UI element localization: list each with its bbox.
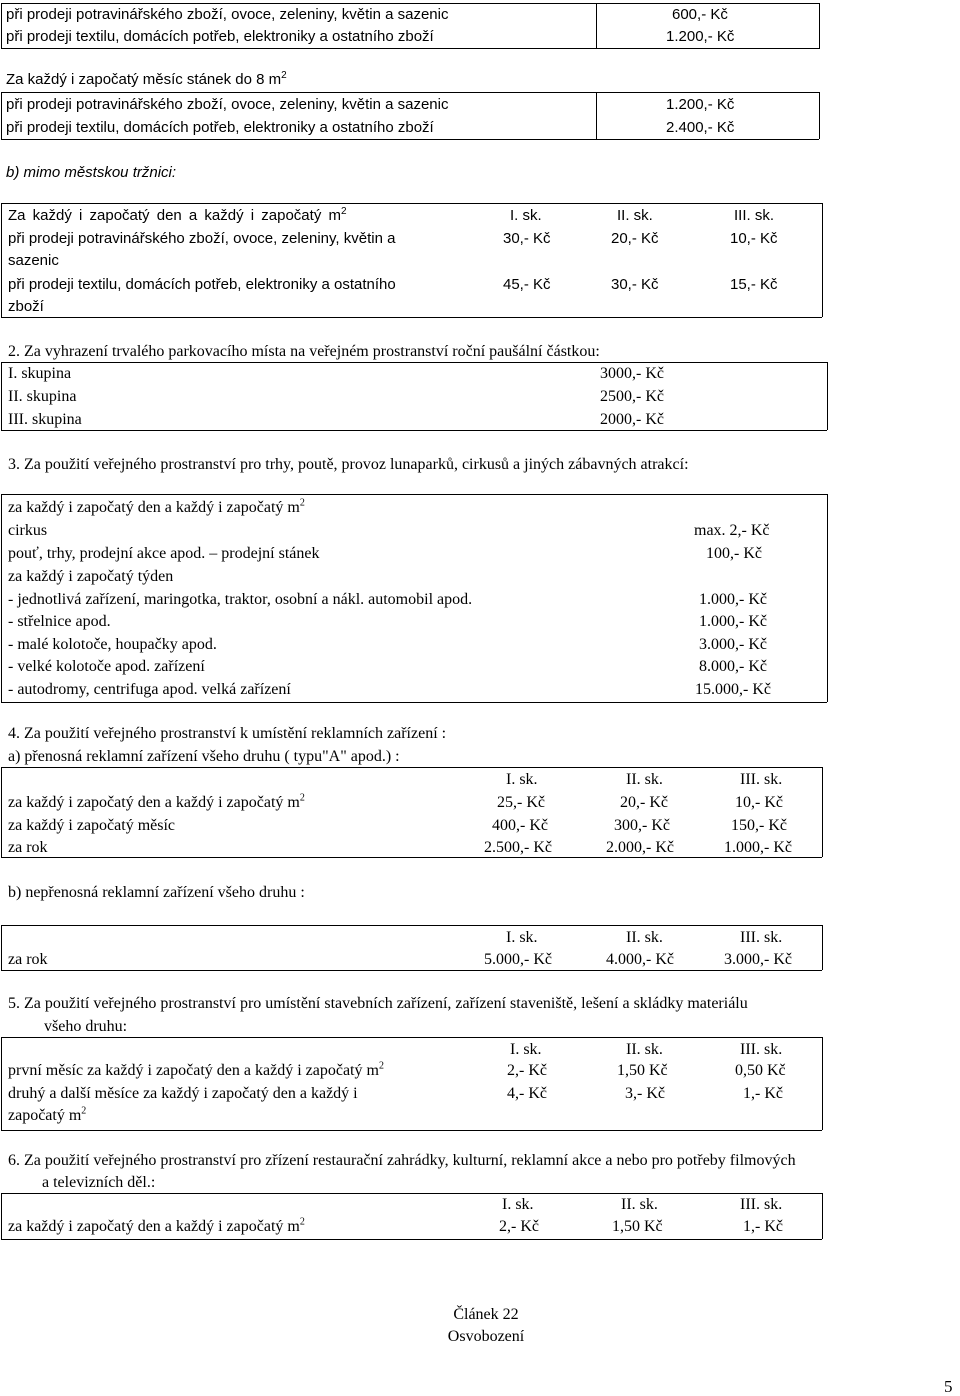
row-label: - malé kolotoče, houpačky apod. xyxy=(8,636,217,653)
row-label: při prodeji textilu, domácích potřeb, elektroniky a ostatního zboží xyxy=(6,119,434,136)
row-value: 3.000,- Kč xyxy=(699,636,767,653)
row-value: 1.000,- Kč xyxy=(699,591,767,608)
sub-heading: a) přenosná reklamní zařízení všeho druhu ( typu"A" apod.) : xyxy=(8,748,400,765)
article-title: Článek 22 xyxy=(453,1306,519,1323)
row-label: při prodeji textilu, domácích potřeb, elektroniky a ostatního xyxy=(8,276,396,293)
cell-value: 30,- Kč xyxy=(503,230,551,247)
col-head: II. sk. xyxy=(621,1196,658,1213)
col-head: I. sk. xyxy=(506,771,538,788)
row-value: 8.000,- Kč xyxy=(699,658,767,675)
row-label: II. skupina xyxy=(8,388,77,405)
section-heading: 5. Za použití veřejného prostranství pro umístění stavebních zařízení, zařízení staveniště, lešení a skládky materiálu xyxy=(8,995,748,1012)
cell-value: 30,- Kč xyxy=(611,276,659,293)
cell-value: 2.000,- Kč xyxy=(606,839,674,856)
col-head: III. sk. xyxy=(734,207,775,224)
row-value: 1.000,- Kč xyxy=(699,613,767,630)
cell-value: 10,- Kč xyxy=(730,230,778,247)
section-heading-cont: všeho druhu: xyxy=(44,1018,128,1035)
row-label: první měsíc za každý i započatý den a každý i započatý $m^2$ xyxy=(8,1060,384,1079)
row-value: 2500,- Kč xyxy=(600,388,664,405)
row-label: I. skupina xyxy=(8,365,72,382)
row-label: za každý i započatý den a každý i započatý $m^2$ xyxy=(8,1216,305,1235)
row-label-cont: sazenic xyxy=(8,252,59,269)
cell-value: 15,- Kč xyxy=(730,276,778,293)
row-value: 3000,- Kč xyxy=(600,365,664,382)
col-head: III. sk. xyxy=(740,929,783,946)
cell-value: 1,50 Kč xyxy=(617,1062,668,1079)
row-label: - velké kolotoče apod. zařízení xyxy=(8,658,205,675)
col-head: II. sk. xyxy=(617,207,653,224)
section-heading-cont: a televizních děl.: xyxy=(42,1174,156,1191)
section-heading: 2. Za vyhrazení trvalého parkovacího místa na veřejném prostranství roční paušální částkou: xyxy=(8,343,600,360)
cell-value: 1.000,- Kč xyxy=(724,839,792,856)
cell-value: 3,- Kč xyxy=(625,1085,665,1102)
row-label-cont: započatý $m^2$ xyxy=(8,1105,87,1124)
section-heading: 3. Za použití veřejného prostranství pro trhy, poutě, provoz lunaparků, cirkusů a jiných zábavných atrakcí: xyxy=(8,456,689,473)
col-head: I. sk. xyxy=(502,1196,534,1213)
row-label: za rok xyxy=(8,839,48,856)
monthly-heading: Za každý i započatý měsíc stánek do 8 $m^2$ xyxy=(6,70,287,88)
col-head: III. sk. xyxy=(740,1196,783,1213)
col-head: III. sk. xyxy=(740,771,783,788)
row-value: 100,- Kč xyxy=(706,545,762,562)
cell-value: 45,- Kč xyxy=(503,276,551,293)
cell-value: 4,- Kč xyxy=(507,1085,547,1102)
cell-value: 1,- Kč xyxy=(743,1218,783,1235)
col-head: II. sk. xyxy=(626,1041,663,1058)
row-value: 2.400,- Kč xyxy=(666,119,735,136)
row-label: III. skupina xyxy=(8,411,82,428)
cell-value: 1,50 Kč xyxy=(612,1218,663,1235)
section-heading: 4. Za použití veřejného prostranství k umístění reklamních zařízení : xyxy=(8,725,447,742)
cell-value: 25,- Kč xyxy=(497,794,545,811)
section-heading: b) mimo městskou tržnici: xyxy=(6,164,177,181)
row-value: 1.200,- Kč xyxy=(666,96,735,113)
row-label: za každý i započatý den a každý i započatý $m^2$ xyxy=(8,792,305,811)
row-label: - jednotlivá zařízení, maringotka, traktor, osobní a nákl. automobil apod. xyxy=(8,591,473,608)
cell-value: 20,- Kč xyxy=(620,794,668,811)
row-value: 600,- Kč xyxy=(672,6,728,23)
cell-value: 150,- Kč xyxy=(731,817,787,834)
cell-value: 2,- Kč xyxy=(499,1218,539,1235)
col-head: I. sk. xyxy=(506,929,538,946)
col-head: I. sk. xyxy=(510,207,542,224)
sub-heading: za každý i započatý týden xyxy=(8,568,174,585)
row-label: při prodeji potravinářského zboží, ovoce, zeleniny, květin a sazenic xyxy=(6,96,449,113)
cell-value: 20,- Kč xyxy=(611,230,659,247)
col-head: I. sk. xyxy=(510,1041,542,1058)
row-label-cont: zboží xyxy=(8,298,44,315)
article-subtitle: Osvobození xyxy=(447,1328,525,1345)
row-label: - autodromy, centrifuga apod. velká zařízení xyxy=(8,681,291,698)
cell-value: 5.000,- Kč xyxy=(484,951,552,968)
cell-value: 2,- Kč xyxy=(507,1062,547,1079)
row-value: max. 2,- Kč xyxy=(694,522,770,539)
sub-heading: b) nepřenosná reklamní zařízení všeho druhu : xyxy=(8,884,305,901)
row-label: při prodeji textilu, domácích potřeb, elektroniky a ostatního zboží xyxy=(6,28,434,45)
row-label: cirkus xyxy=(8,522,48,539)
row-value: 1.200,- Kč xyxy=(666,28,735,45)
row-label: druhý a další měsíce za každý i započatý den a každý i xyxy=(8,1085,358,1102)
column-label: Za každý i započatý den a každý i započatý $m^2$ xyxy=(8,206,347,224)
row-value: 2000,- Kč xyxy=(600,411,664,428)
row-label: za každý i započatý měsíc xyxy=(8,817,176,834)
sub-heading: za každý i započatý den a každý i započatý $m^2$ xyxy=(8,497,305,516)
row-label: - střelnice apod. xyxy=(8,613,111,630)
cell-value: 2.500,- Kč xyxy=(484,839,552,856)
col-head: II. sk. xyxy=(626,929,663,946)
section-heading: 6. Za použití veřejného prostranství pro zřízení restaurační zahrádky, kulturní, reklamní akce a nebo pro potřeby filmových xyxy=(8,1152,796,1169)
row-label: pouť, trhy, prodejní akce apod. – prodejní stánek xyxy=(8,545,320,562)
cell-value: 1,- Kč xyxy=(743,1085,783,1102)
cell-value: 400,- Kč xyxy=(492,817,548,834)
cell-value: 300,- Kč xyxy=(614,817,670,834)
page-number: 5 xyxy=(944,1377,953,1396)
cell-value: 3.000,- Kč xyxy=(724,951,792,968)
col-head: III. sk. xyxy=(740,1041,783,1058)
row-label: při prodeji potravinářského zboží, ovoce, zeleniny, květin a sazenic xyxy=(6,6,449,23)
row-value: 15.000,- Kč xyxy=(695,681,771,698)
cell-value: 10,- Kč xyxy=(735,794,783,811)
row-label: za rok xyxy=(8,951,48,968)
cell-value: 0,50 Kč xyxy=(735,1062,786,1079)
cell-value: 4.000,- Kč xyxy=(606,951,674,968)
row-label: při prodeji potravinářského zboží, ovoce, zeleniny, květin a xyxy=(8,230,396,247)
col-head: II. sk. xyxy=(626,771,663,788)
